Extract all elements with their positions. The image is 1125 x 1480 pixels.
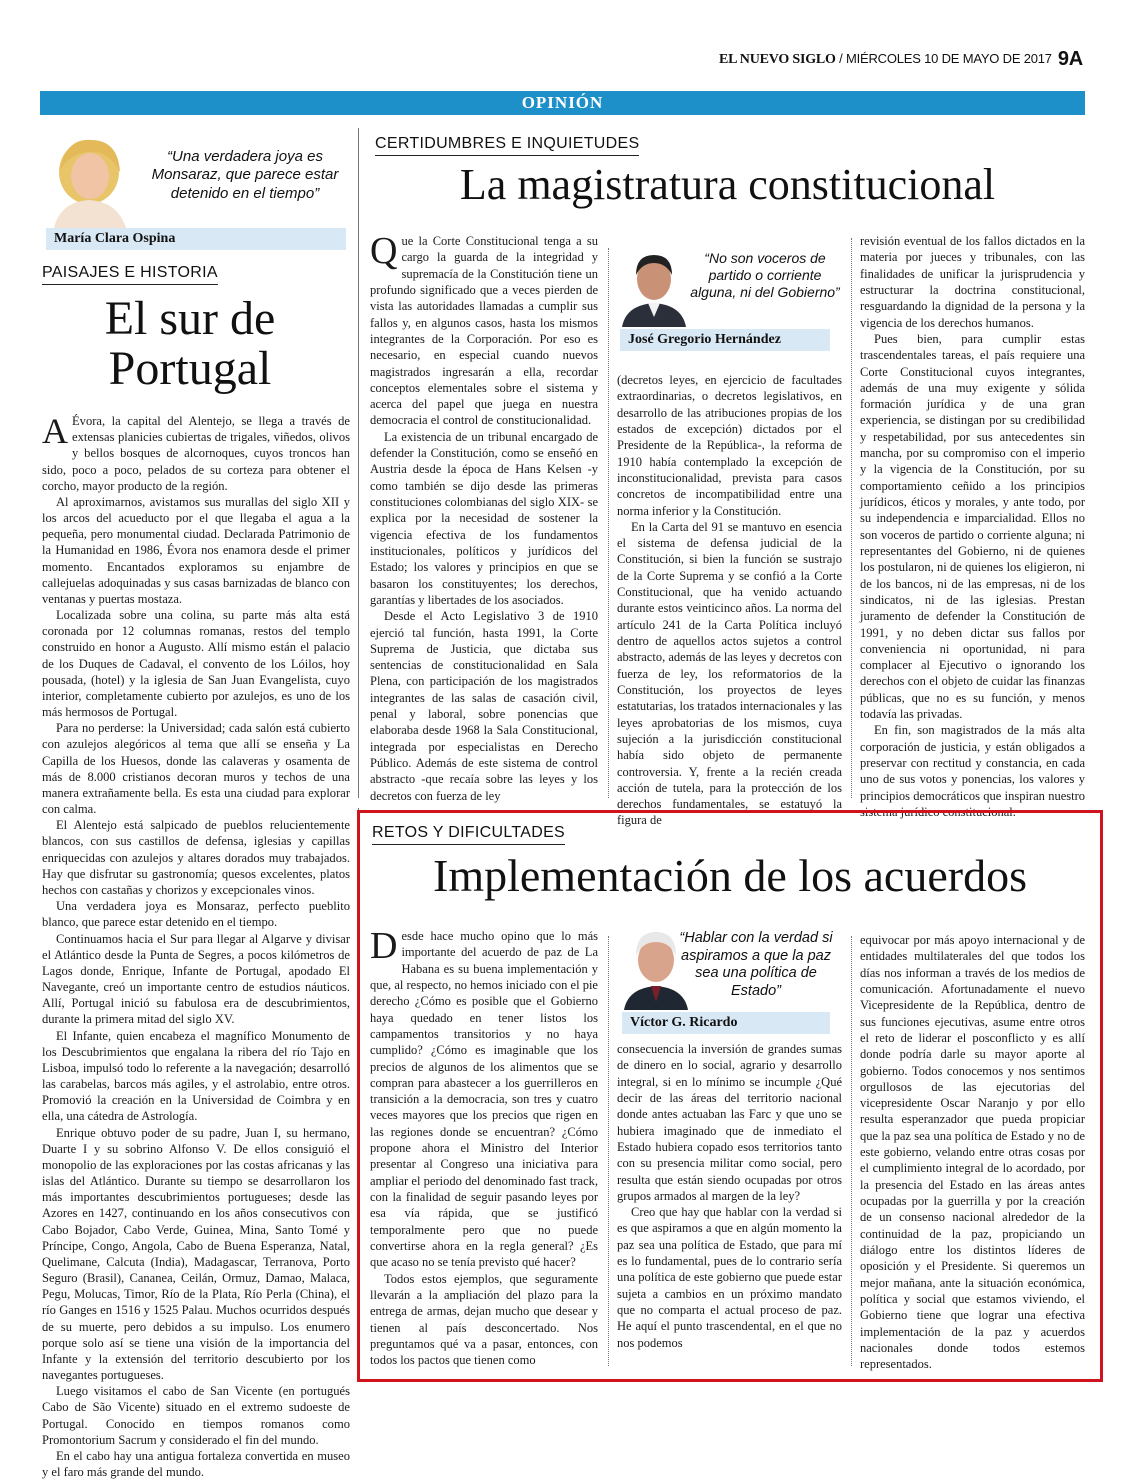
author-name: María Clara Ospina [46,228,346,250]
pull-quote: “Hablar con la verdad si aspiramos a que la paz sea una política de Estado” [679,930,833,1000]
article-column [860,932,1085,1372]
paragraph: Todos estos ejemplos, que seguramente llevarán a la ampliación del plazo para la entrega de armas, dejan mucho que desear y tienen al país desconcertado. Nos preguntamos qué va a pasar, entonces, con todos los pactos que tienen como [370,1271,598,1368]
article-column [370,230,598,803]
author-photo [46,128,132,228]
paragraph: ue la Corte Constitucional tenga a su cargo la guarda de la integridad y supremacía de la Constitución tiene un profundo significado que a veces pierden de vista las autoridades llamadas a cumplir sus fallos y, en algunos casos, hasta los mismos integrantes de la Corporación. Por eso es necesario, en especial cuando nuevos magistrados ingresarán a ella, recordar conceptos elementales sobre el sistema y acerca del papel que juega en nuestra democracia el control de constitucionalidad. [370,234,598,428]
headline: La magistratura constitucional [459,160,996,209]
headline: Implementación de los acuerdos [433,850,1027,901]
author-photo [620,243,688,327]
paragraph: Pues bien, para cumplir estas trascendentales tareas, el país requiere una Corte Constitucional cuyos integrantes, además de una muy exigente y sólida formación jurídica y de una gran experiencia, se distingan por su credibilidad y respetabilidad, por sus antecedentes sin mancha, por su compromiso con el imperio y la vigencia de la Constitución, por su comportamiento ceñido a los principios jurídicos, éticos y morales, y ante todo, por su independencia e imparcialidad. Ellos no son voceros de partido o corriente alguna; ni representantes del Gobierno, ni de quienes los postularon, ni de quienes los eligieron, ni de los bancos, ni de las empresas, ni de los sindicatos, ni de las iglesias. Prestan juramento de defender la Constitución de 1991, y no deben dictar sus fallos por conveniencia ni oportunidad, ni para complacer al Ejecutivo o ignorando los derechos con el objeto de cuidar las finanzas públicas, que no es su función, y menos todavía las privadas. [860,331,1085,722]
paragraph: Al aproximarnos, avistamos sus murallas del siglo XII y los arcos del acueducto por el que llegaba el agua a la pequeña, pero monumental ciudad. Declarada Patrimonio de la Humanidad en 1986, Évora nos enamora desde el primer momento. Encantados exploramos su enjambre de callejuelas adoquinadas y sus casas barnizadas de blanco con ventanas y puertas mostaza. [42,494,350,606]
paragraph: El Infante, quien encabeza el magnífico Monumento de los Descubrimientos que engalana la ribera del río Tajo en Lisboa, impulsó todo lo referente a la navegación; desarrolló las carabelas, barcos más agiles, y el astrolabio, entre otros. Promovió la creación en la Universidad de Coimbra y en ella, una cátedra de Astrología. [42,1028,350,1124]
paragraph: esde hace mucho opino que lo más importante del acuerdo de paz de La Habana es su buena implementación y que, al respecto, no hemos iniciado con el pie derecho ¿Cómo es posible que el Gobierno haya quedado en tener listos los campamentos transitorios y no haya cumplido? ¿Cómo es imaginable que los precios de algunos de los alimentos que se compran para abastecer a los guerrilleros en transición a la democracia, son tres y cuatro veces mayores que los precios que rigen en las regiones donde se encuentran? ¿Cómo propone ahora el Ministro del Interior presentar al Congreso una iniciativa para ampliar el periodo del denominado fast track, con la finalidad de seguir pasando leyes por esa vía rápida, que se justificó temporalmente pero que no puede convertirse ahora en la regla general? ¿Es que acaso no se tenía previsto qué hacer? [370,929,598,1270]
author-name: José Gregorio Hernández [620,329,830,351]
kicker [375,133,639,156]
drop-cap: A [42,411,68,451]
column-divider [358,128,359,798]
kicker [42,262,218,285]
paragraph: La existencia de un tribunal encargado de defender la Constitución, como se enseñó en Austria desde la época de Hans Kelsen -y como también se dijo desde las primeras constituciones colombianas del siglo XIX- se explica por la necesidad de sostener la vigencia efectiva de los fundamentos institucionales, políticos y jurídicos del Estado; los valores y principios en que se basaron los constituyentes; los derechos, garantías y libertades de los asociados. [370,429,598,607]
paragraph: Desde el Acto Legislativo 3 de 1910 ejerció tal función, hasta 1991, la Corte Suprema de Justicia, que dictaba sus sentencias de constitucionalidad en Sala Plena, con participación de los magistrados integrantes de las salas de casación civil, penal y laboral, sobre ponencias que elaboraba desde 1968 la Sala Constitucional, integrada por especialistas en Derecho Público. Además de este sistema de control abstracto -que recaía sobre las leyes y los decretos con fuerza de ley [370,609,598,803]
paragraph: En la Carta del 91 se mantuvo en esencia el sistema de defensa judicial de la Constitución, si bien la función se sustrajo de la Corte Suprema y se confió a la Corte Constitucional, que ha venido actuando durante estos veinticinco años. La norma del artículo 241 de la Carta Política incluyó dentro de aquellos actos sujetos a control abstracto, además de las leyes y decretos con fuerza de ley, los reformatorios de la Constitución, los proyectos de leyes estatutarias, los tratados internacionales y las leyes aprobatorias de los mismos, cuya sujeción a la jurisdicción constitucional había sido objeto de permanente controversia. Y, frente a la recién creada acción de tutela, para la protección de los derechos fundamentales, se estatuyó la figura de [617,519,842,828]
paragraph: En el cabo hay una antigua fortaleza convertida en museo y el faro más grande del mundo. [42,1449,350,1480]
paragraph: consecuencia la inversión de grandes sumas de dinero en lo social, agrario y desarrollo integral, si en lo mínimo se incumple ¿Qué decir de las áreas del territorio nacional donde antes actuaban las Farc y que uno se hubiera imaginado que de inmediato el Estado hubiera copado esos territorios tanto con su presencia militar como social, pero resulta que están siendo ocupadas por otros grupos armados al margen de la ley? [617,1042,842,1203]
article-body [42,411,350,1480]
paragraph: Enrique obtuvo poder de su padre, Juan I, su hermano, Duarte I y su sobrino Alfonso V. De ellos consiguió el monopolio de las exploraciones por las costas africanas y las islas del Atlántico. Durante su tiempo se desarrollaron los más importantes descubrimientos portugueses; desde las Azores en 1427, continuando en los años consecutivos con Cabo Bojador, Cabo Verde, Guinea, Mina, Santo Tomé y Príncipe, Congo, Angola, Cabo de Buena Esperanza, Natal, Quelimane, Calcuta (India), Madagascar, Terranova, Porto Seguro (Brasil), Cananea, Ceilán, Ormuz, Damao, Malaca, Pegu, Molucas, Timor, Río de la Plata, Río Perla (China), el río Ganges en 1516 y 1525 Palau. Muchos ocurridos después de su muerte, pero debidos a su impulso. Los enumero porque solo así se tiene una visión de la importancia del Infante y la extensión del territorio descubierto por los navegantes portugueses. [42,1125,350,1383]
paragraph: Creo que hay que hablar con la verdad si es que aspiramos a que en algún momento la paz sea una política de Estado, que para mí es lo fundamental, pues de lo contrario sería una política de este gobierno que puede estar sujeta a cambios en un próximo mandato que no comparta el actual proceso de paz. He aquí el punto trascendental, en el que no nos podemos [617,1205,842,1350]
drop-cap: Q [370,230,398,272]
kicker-text: CERTIDUMBRES E INQUIETUDES [375,135,639,156]
article-column [370,925,598,1368]
paragraph: Para no perderse: la Universidad; cada salón está cubierto con azulejos alegóricos al tema que allí se enseña y La Capilla de los Huesos, donde las calaveras y osamenta de más de 8.000 cristianos decoran muros y techos de una manera extrañamente bella. Es esta una ciudad para explorar con calma. [42,721,350,817]
paragraph: equivocar por más apoyo internacional y de entidades multilaterales del que todos los días nos informan a través de los medios de comunicación. Afortunadamente el nuevo Vicepresidente de la República, dentro de sus funciones ejecutivas, asume entre otros el reto de liderar el posconflicto y es allí donde podría darle su mayor aporte al gobierno. Todos conocemos y nos sentimos orgullosos de las ejecutorias del vicepresidente Oscar Naranjo y por ello resulta esperanzador que pueda propiciar que la paz sea una política de Estado y no de este gobierno, velando entre otras cosas por el cumplimiento integral de lo acordado, por la presencia del Estado en las áreas antes ocupadas por la guerrilla y por la creación de un consenso nacional alrededor de la continuidad de la paz, propiciando un diálogo entre los distintos líderes de oposición y el Presidente. Si queremos un mejor mañana, ante la situación económica, política y social que estamos viviendo, el Gobierno tiene que lograr una efectiva implementación de la paz y acuerdos nacionales donde todos estemos representados. [860,933,1085,1372]
issue-date: MIÉRCOLES 10 DE MAYO DE 2017 [845,51,1052,66]
headline: El sur de Portugal [104,292,276,396]
paragraph: Continuamos hacia el Sur para llegar al Algarve y divisar el Atlántico desde la Punta de Segres, a pocos kilómetros de Lagos donde, Enrique, Infante de Portugal, apodado El Navegante, creó un importante centro de estudios náuticos. Allí, Portugal inició su fabulosa era de descubrimientos, durante la primera mitad del siglo XV. [42,931,350,1027]
paragraph: Évora, la capital del Alentejo, se llega a través de extensas planicies cubiertas de trigales, viñedos, olivos y bellos bosques de alcornoques, cuyos troncos han sido, poco a poco, pelados de su corteza para obtener el corcho, mayor producto de la región. [42,414,350,493]
paragraph: revisión eventual de los fallos dictados en la materia por jueces y tribunales, con las finalidades de unificar la jurisprudencia y estructurar la doctrina constitucional, resguardando la dignidad de la persona y la vigencia de los derechos humanos. [860,234,1085,330]
paragraph: Una verdadera joya es Monsaraz, perfecto pueblito blanco, que parece estar detenido en el tiempo. [42,899,350,930]
pull-quote: “No son voceros de partido o corriente alguna, ni del Gobierno” [690,250,840,301]
kicker-text: PAISAJES E HISTORIA [42,264,218,285]
author-photo-image [620,243,688,327]
article-column [617,1041,842,1368]
paper-name: EL NUEVO SIGLO [718,52,836,67]
kicker-text: RETOS Y DIFICULTADES [372,824,565,845]
section-banner [40,91,1085,115]
section-title: OPINIÓN [521,93,604,112]
drop-cap: D [370,925,398,967]
masthead: EL NUEVO SIGLO / MIÉRCOLES 10 DE MAYO DE 2017 9A [718,48,1083,70]
article-column [860,233,1085,819]
paragraph: En fin, son magistrados de la más alta corporación de justicia, y están obligados a preservar con rectitud y constancia, en cada uno de sus votos y ponencias, los valores y principios democráticos que inspiran nuestro sistema jurídico constitucional. [860,723,1085,819]
paragraph: El Alentejo está salpicado de pueblos relucientemente blancos, con sus castillos de defensa, iglesias y capillas enriquecidas con azulejos y altares dorados muy trabajados. Hay que disfrutar su gastronomía; quesos excelentes, platos hechos con castañas y chorizos y excepcionales vinos. [42,818,350,897]
kicker [372,822,565,845]
paragraph: (decretos leyes, en ejercicio de facultades extraordinarias, o decretos legislativos, en desarrollo de las atribuciones propias de los estados de excepción) dictados por el Presidente de la República-, la reforma de 1910 había contemplado la excepción de inconstitucionalidad, prevista para casos concretos de incompatibilidad entre una norma inferior y la Constitución. [617,373,842,518]
page-number: 9A [1057,48,1083,70]
column-divider [608,248,609,798]
author-photo-image [46,128,132,228]
pull-quote: “Una verdadera joya es Monsaraz, que parece estar detenido en el tiempo” [151,148,339,202]
paragraph: Luego visitamos el cabo de San Vicente (en portugués Cabo de São Vicente) situado en el extremo sudoeste de Portugal. Conocido en tiempos romanos como Promontorium Sacrum y considerado el fin del mundo. [42,1384,350,1447]
paragraph: Localizada sobre una colina, su parte más alta está coronada por 12 columnas romanas, restos del templo construido en honor a Augusto. Allí mismo están el palacio de los Duques de Cadaval, el convento de los Lóilos, hoy pousada, (hotel) y la iglesia de San Juan Evangelista, cuyo interior, completamente cubierto por azulejos, es uno de los más hermosos de Portugal. [42,608,350,720]
article-column [617,372,842,828]
column-divider [851,238,852,798]
author-name: Víctor G. Ricardo [622,1012,830,1034]
